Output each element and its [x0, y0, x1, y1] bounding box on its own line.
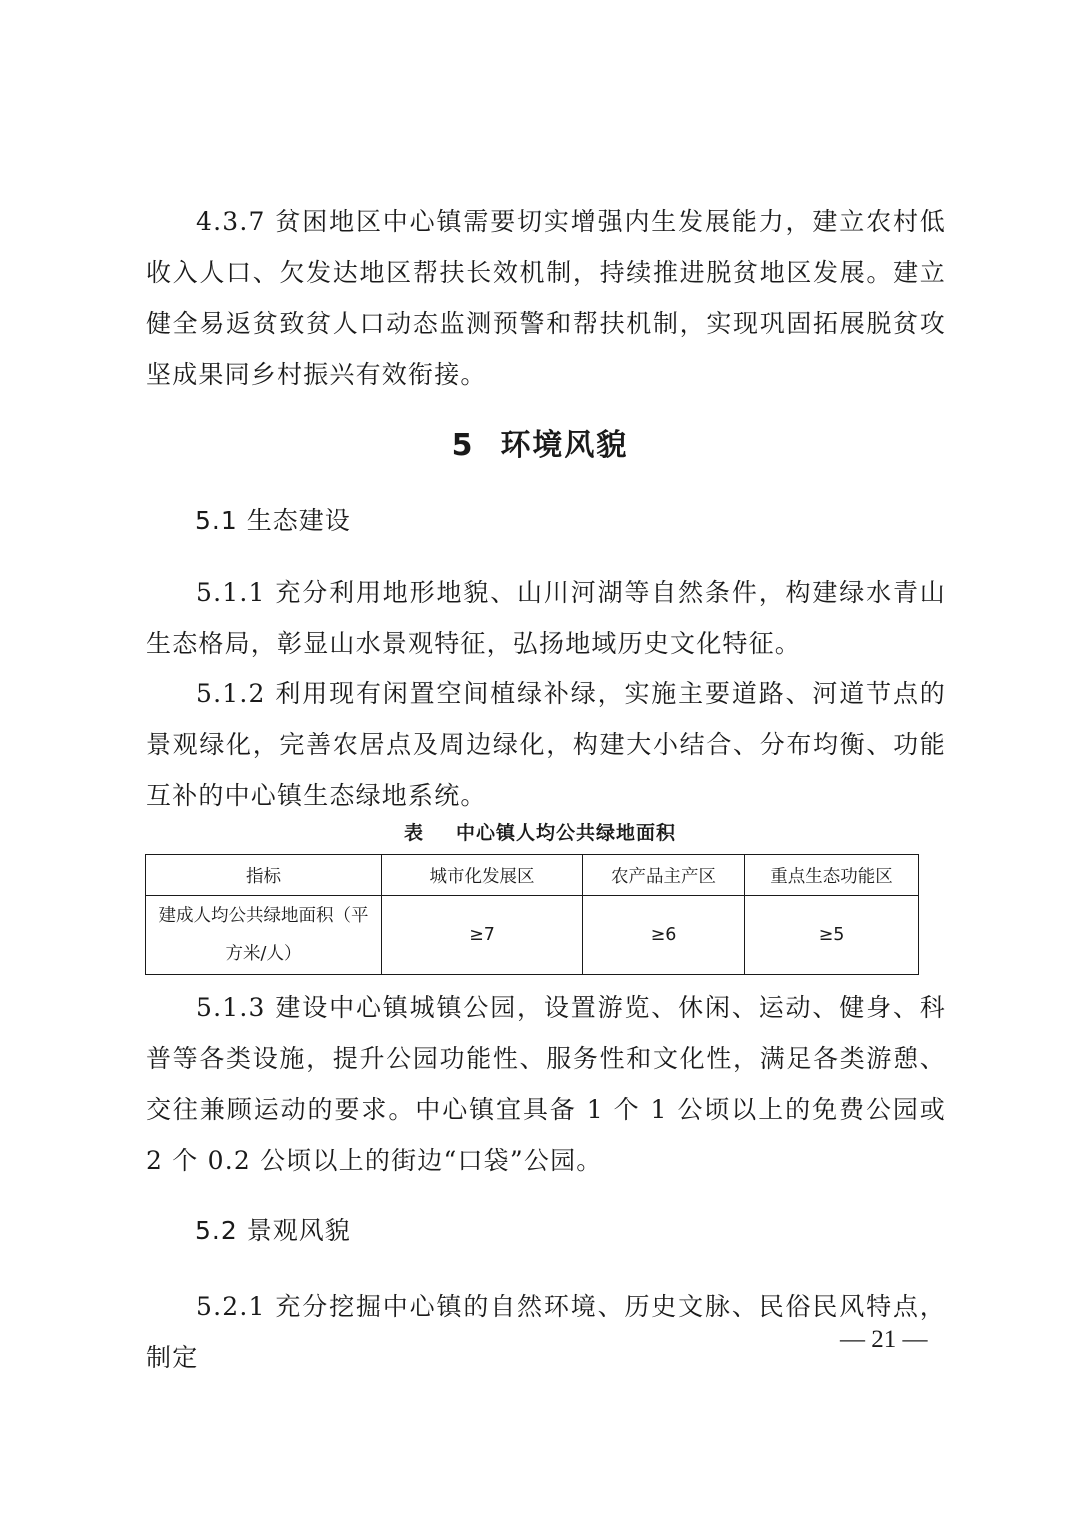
paragraph-5-1-3: 5.1.3 建设中心镇城镇公园，设置游览、休闲、运动、健身、科普等各类设施，提升公园功能性、服务性和文化性，满足各类游憩、交往兼顾运动的要求。中心镇宜具备 1 个 1 公顷以上的免费公园或 2 个 0.2 公顷以上的街边“口袋”公园。 — [146, 993, 946, 1175]
table-cell-indicator: 建成人均公共绿地面积（平方米/人） — [146, 896, 382, 975]
subsection-5-1-heading: 5.1 生态建设 — [195, 506, 351, 535]
table-caption — [0, 815, 1080, 851]
paragraph-5-1-2: 5.1.2 利用现有闲置空间植绿补绿，实施主要道路、河道节点的景观绿化，完善农居点及周边绿化，构建大小结合、分布均衡、功能互补的中心镇生态绿地系统。 — [146, 679, 946, 810]
paragraph-5-2-1: 5.2.1 充分挖掘中心镇的自然环境、历史文脉、民俗民风特点，制定 — [146, 1292, 946, 1372]
table-caption-label: 表 — [403, 822, 424, 844]
table-header-cell: 指标 — [146, 855, 382, 896]
table-row — [146, 896, 919, 975]
subsection-5-2-heading: 5.2 景观风貌 — [195, 1216, 351, 1245]
table-header-row — [146, 855, 919, 896]
table-cell-value: ≥6 — [583, 896, 745, 975]
paragraph-4-3-7: 4.3.7 贫困地区中心镇需要切实增强内生发展能力，建立农村低收入人口、欠发达地区帮扶长效机制，持续推进脱贫地区发展。建立健全易返贫致贫人口动态监测预警和帮扶机制，实现巩固拓展脱贫攻坚成果同乡村振兴有效衔接。 — [146, 207, 946, 389]
table-header-cell: 城市化发展区 — [382, 855, 583, 896]
table-header-cell: 重点生态功能区 — [745, 855, 919, 896]
paragraph-5-1-1: 5.1.1 充分利用地形地貌、山川河湖等自然条件，构建绿水青山生态格局，彰显山水景观特征，弘扬地域历史文化特征。 — [146, 578, 946, 658]
section-heading — [0, 420, 1080, 472]
green-space-table — [145, 854, 919, 975]
table-header-cell: 农产品主产区 — [583, 855, 745, 896]
table-caption-title: 中心镇人均公共绿地面积 — [456, 822, 677, 844]
page-number: — 21 — — [840, 1326, 928, 1353]
table-cell-value: ≥7 — [382, 896, 583, 975]
section-number: 5 — [451, 428, 475, 463]
section-title: 环境风貌 — [500, 428, 629, 463]
table-cell-value: ≥5 — [745, 896, 919, 975]
